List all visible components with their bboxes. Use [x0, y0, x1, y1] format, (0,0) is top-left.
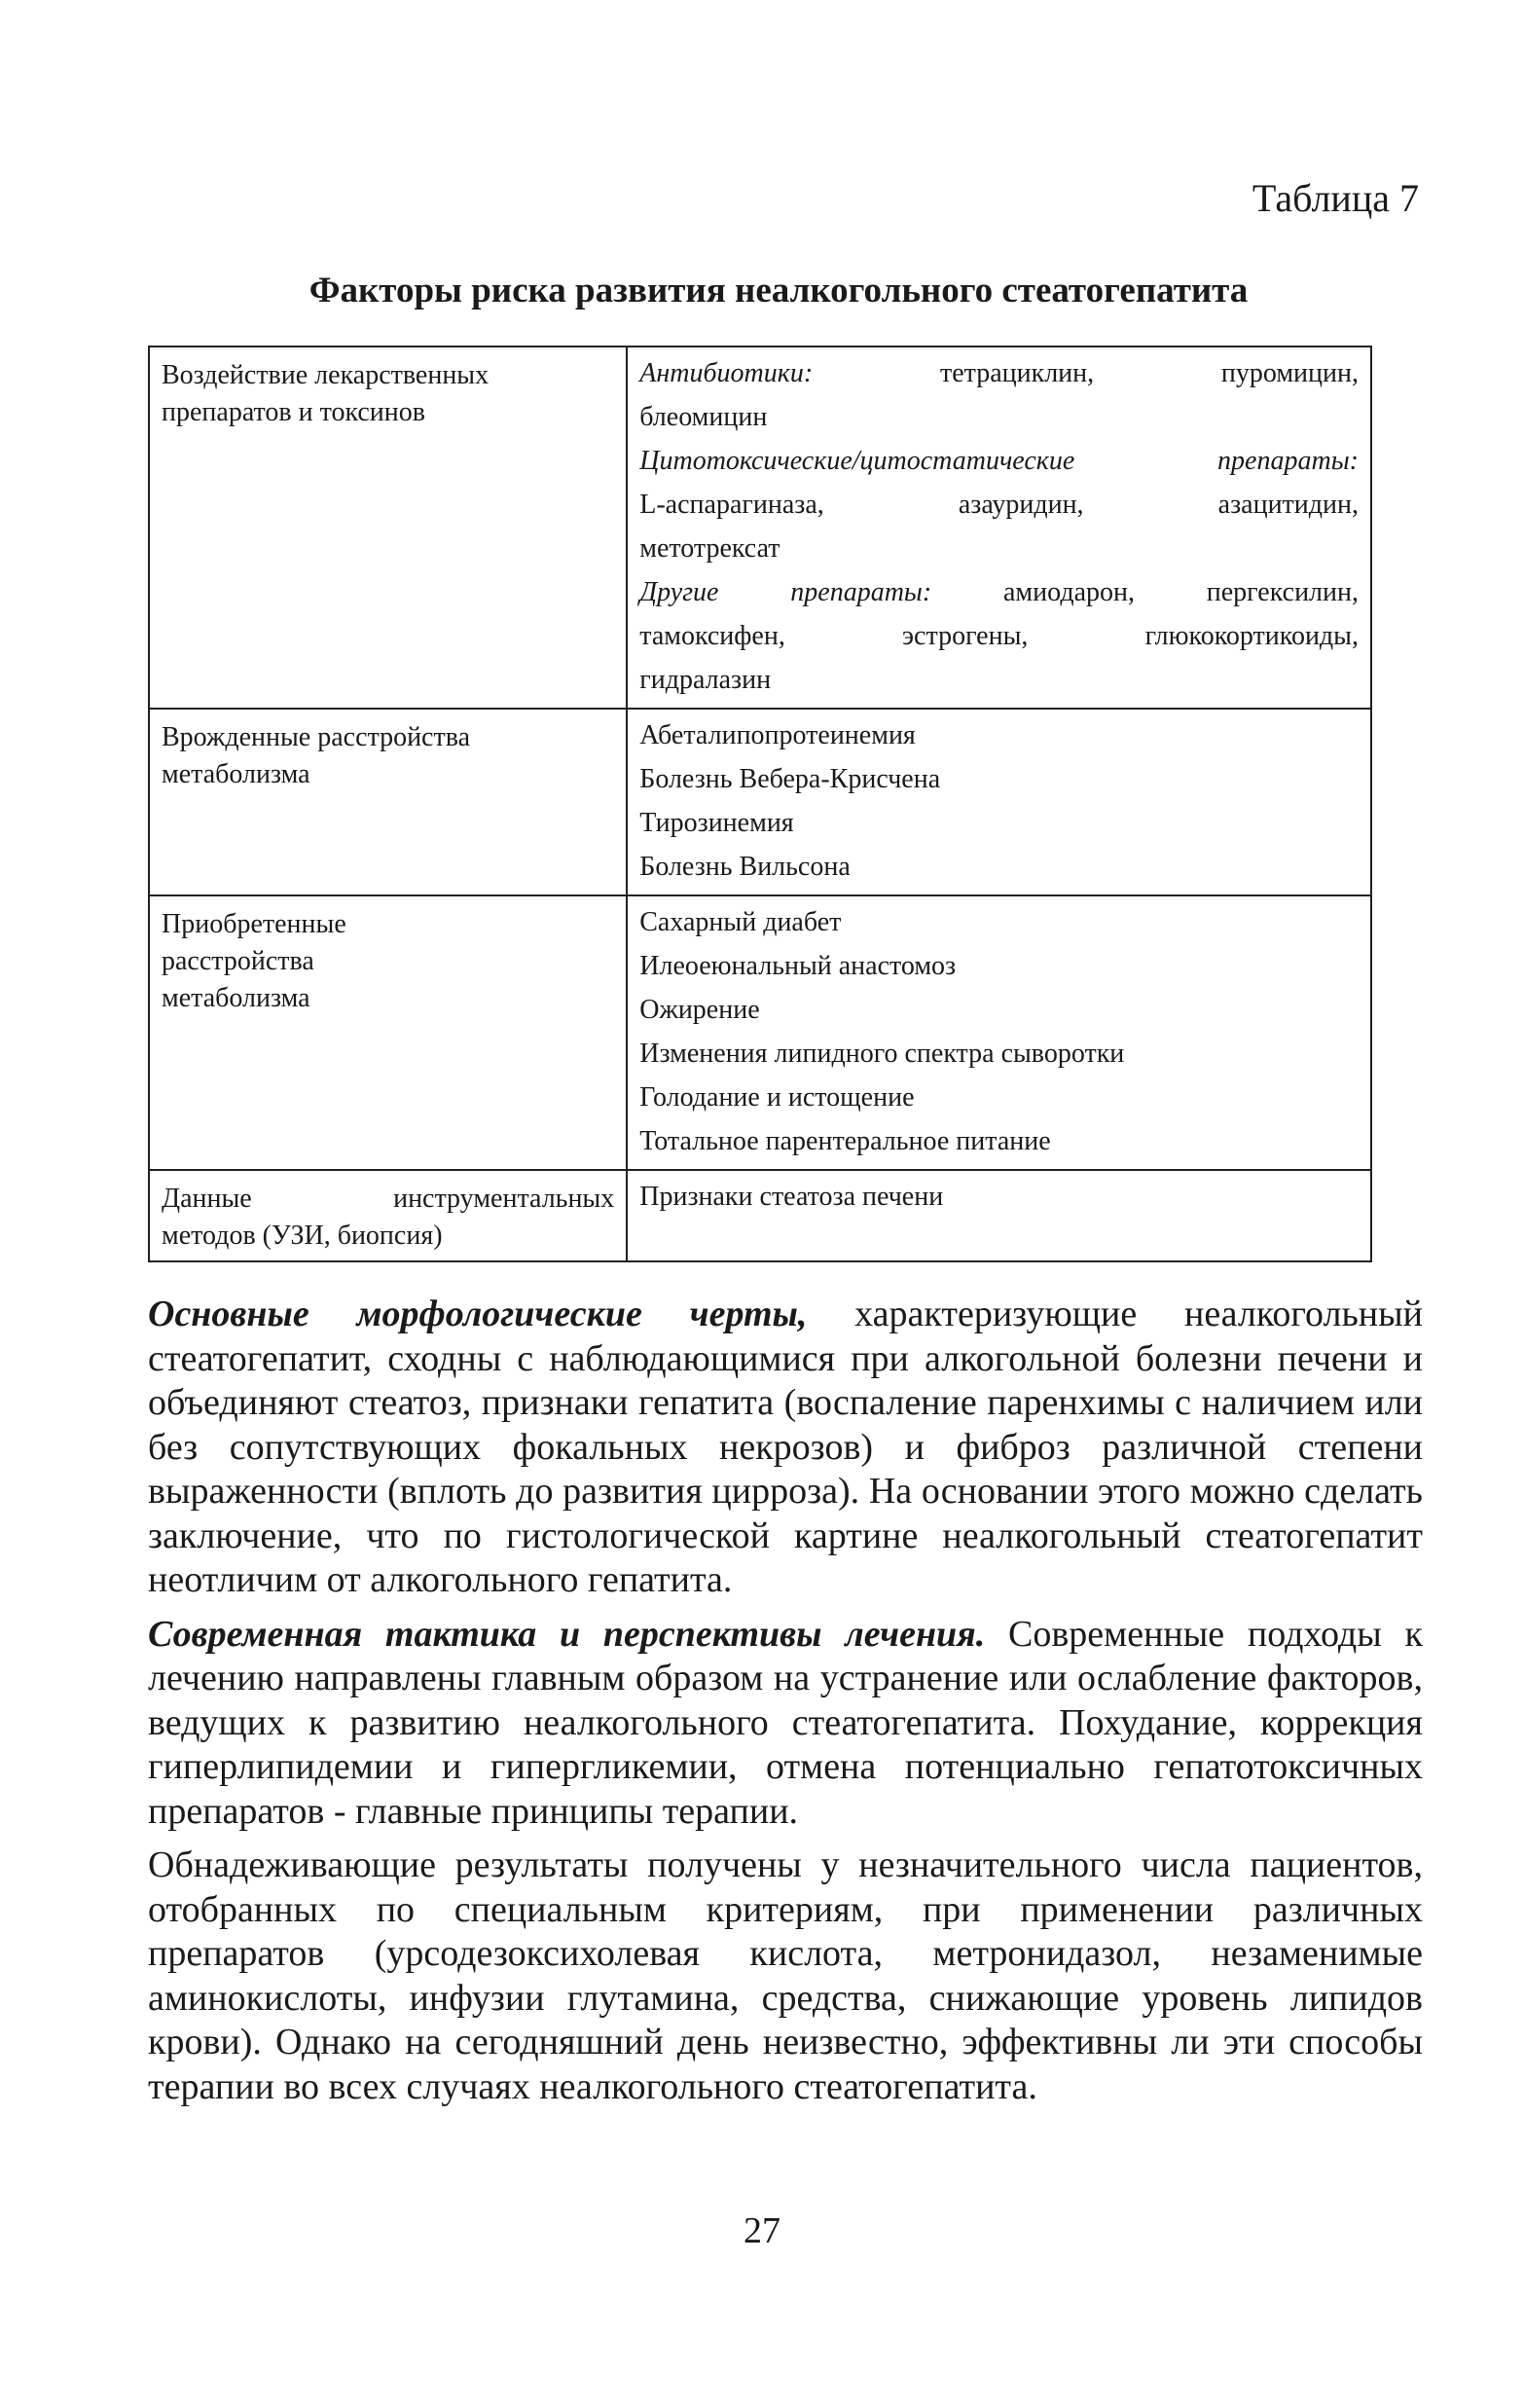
list-item: Голодание и истощение [639, 1082, 915, 1113]
table-items-cell [627, 709, 1371, 895]
category-line: Приобретенные [162, 909, 346, 939]
drug-list: тетрациклин, пуромицин, [939, 358, 1359, 388]
drug-list: L-аспарагиназа, азауридин, азацитидин, [639, 490, 1359, 520]
drug-list: блеомицин [639, 402, 768, 432]
table-title: Факторы риска развития неалкогольного стеатогепатита [308, 271, 1249, 310]
table-items-cell [627, 895, 1371, 1170]
drug-group-label: Другие препараты: [639, 577, 932, 607]
table-items-cell [627, 347, 1371, 709]
page-number: 27 [744, 2210, 780, 2251]
paragraph-text: Обнадеживающие результаты получены у незначительного числа пациентов, отобранных по специальным критериям, при применении различных препаратов (урсодезоксихолевая кислота, метронидазол, незаменимые аминокислоты, инфузии глутамина, средства, снижающие уровень липидов крови). Однако на сегодняшний день неизвестно, эффективны ли эти способы терапии во всех случаях неалкогольного стеатогепатита. [148, 1844, 1423, 2107]
list-item: Изменения липидного спектра сыворотки [639, 1039, 1125, 1069]
category-line: Данные инструментальных [162, 1184, 615, 1214]
table-row [149, 347, 1371, 709]
list-item: Признаки стеатоза печени [639, 1182, 944, 1212]
paragraph [148, 1293, 1423, 1603]
drug-list: метотрексат [639, 533, 780, 564]
drug-group-label: Антибиотики: [639, 358, 814, 388]
list-item: Болезнь Вильсона [639, 852, 851, 882]
table-category-cell [149, 895, 627, 1170]
paragraph-text: характеризующие неалкогольный стеатогепатит, сходны с наблюдающимися при алкогольной болезни печени и объединяют стеатоз, признаки гепатита (воспаление паренхимы с наличием или без сопутствующих фокальных некрозов) и фиброз различной степени выраженности (вплоть до развития цирроза). На основании этого можно сделать заключение, что по гистологической картине неалкогольный стеатогепатит неотличим от алкогольного гепатита. [148, 1294, 1423, 1600]
category-line: метаболизма [162, 983, 310, 1013]
paragraph [148, 1843, 1423, 2109]
list-item: Сахарный диабет [639, 907, 842, 937]
category-line: расстройства [162, 946, 314, 976]
drug-group-label: Цитотоксические/цитостатические препараты: [639, 446, 1359, 476]
drug-group-line [639, 570, 1359, 614]
category-line: препаратов и токсинов [162, 397, 425, 427]
category-line: метаболизма [162, 759, 310, 789]
drug-list: тамоксифен, эстрогены, глюкокортикоиды, [639, 621, 1359, 651]
table-row [149, 709, 1371, 895]
paragraph-lead: Современная тактика и перспективы лечения. [148, 1613, 986, 1655]
list-item: Тотальное парентеральное питание [639, 1126, 1051, 1156]
table-row [149, 895, 1371, 1170]
table-row [149, 1170, 1371, 1261]
table-category-cell [149, 347, 627, 709]
category-line: Воздействие лекарственных [162, 360, 490, 390]
table-items-cell [627, 1170, 1371, 1261]
drug-list: гидралазин [639, 665, 772, 695]
list-item: Тирозинемия [639, 808, 794, 838]
body-text [148, 1293, 1423, 2119]
table-label: Таблица 7 [1252, 176, 1419, 220]
paragraph [148, 1613, 1423, 1835]
category-line: Врожденные расстройства [162, 722, 470, 752]
paragraph-lead: Основные морфологические черты, [148, 1294, 808, 1334]
table-category-cell [149, 709, 627, 895]
list-item: Болезнь Вебера-Крисчена [639, 764, 941, 794]
paragraph-text: Современные подходы к лечению направлены главным образом на устранение или ослабление факторов, ведущих к развитию неалкогольного стеатогепатита. Похудание, коррекция гиперлипидемии и гипергликемии, отмена потенциально гепатотоксичных препаратов - главные принципы терапии. [148, 1613, 1423, 1832]
drug-list: амиодарон, пергексилин, [1003, 577, 1359, 607]
risk-factors-table [148, 346, 1372, 1262]
table-category-cell [149, 1170, 627, 1261]
list-item: Абеталипопротеинемия [639, 720, 916, 750]
list-item: Ожирение [639, 995, 760, 1025]
category-line: методов (УЗИ, биопсия) [162, 1221, 443, 1251]
drug-group-line [639, 351, 1359, 395]
list-item: Илеоеюнальный анастомоз [639, 951, 957, 981]
